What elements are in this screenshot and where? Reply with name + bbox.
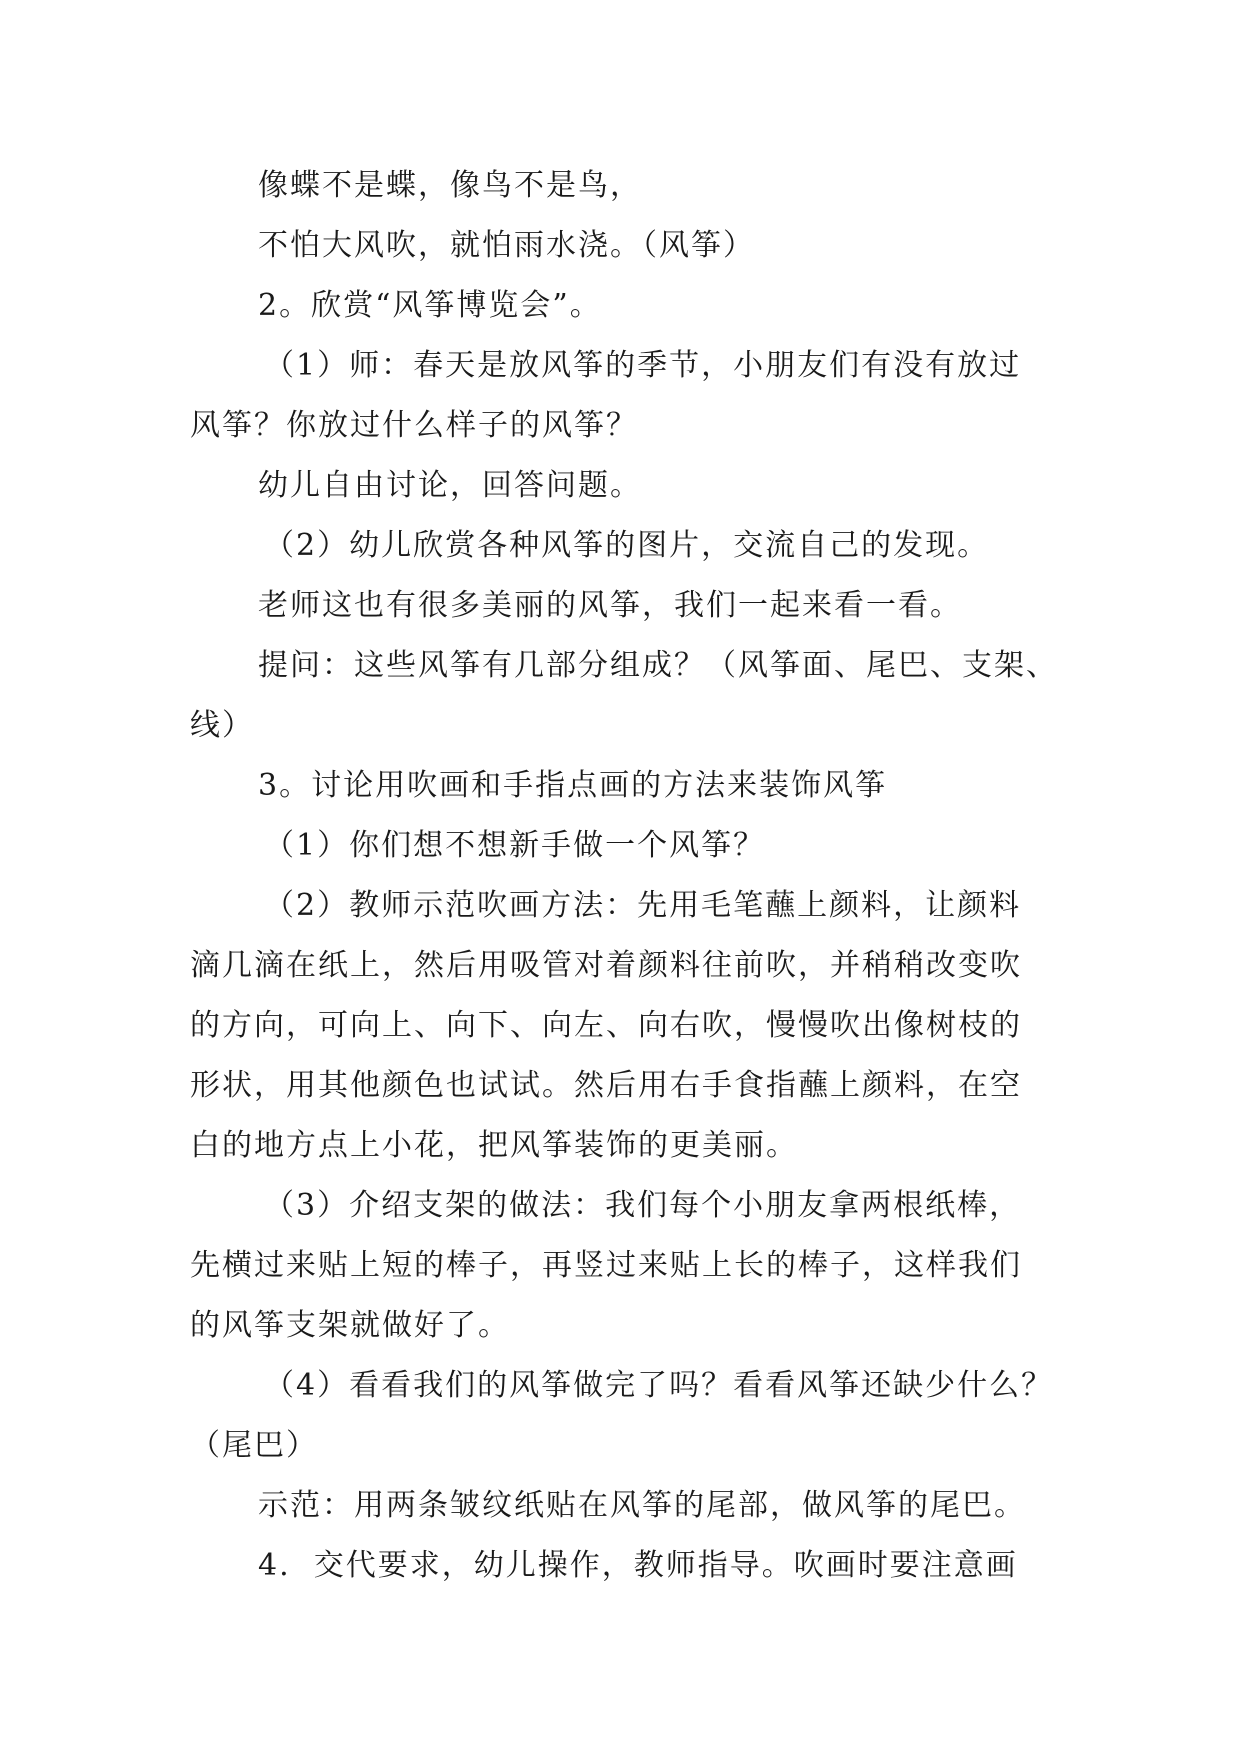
step-3-4-line-1: （4）看看我们的风筝做完了吗？看看风筝还缺少什么？ xyxy=(264,1368,1054,1403)
demo-line: 示范：用两条皱纹纸贴在风筝的尾部，做风筝的尾巴。 xyxy=(258,1488,1026,1523)
step-3-1: （1）你们想不想新手做一个风筝？ xyxy=(264,828,766,863)
question-line-2: 线） xyxy=(190,708,254,743)
section-4-line-1: 4. 交代要求，幼儿操作，教师指导。吹画时要注意画 xyxy=(258,1548,1018,1583)
question-line-1: 提问：这些风筝有几部分组成？（风筝面、尾巴、支架、 xyxy=(258,648,1058,683)
step-3-2-line-3: 的方向，可向上、向下、向左、向右吹，慢慢吹出像树枝的 xyxy=(190,1008,1022,1043)
step-3-2-line-2: 滴几滴在纸上，然后用吸管对着颜料往前吹，并稍稍改变吹 xyxy=(190,948,1022,983)
step-3-2-line-5: 白的地方点上小花，把风筝装饰的更美丽。 xyxy=(190,1128,798,1163)
riddle-line-2: 不怕大风吹，就怕雨水浇。（风筝） xyxy=(258,228,755,263)
step-3-3-line-1: （3）介绍支架的做法：我们每个小朋友拿两根纸棒， xyxy=(264,1188,1022,1223)
step-3-2-line-1: （2）教师示范吹画方法：先用毛笔蘸上颜料，让颜料 xyxy=(264,888,1022,923)
step-2-2: （2）幼儿欣赏各种风筝的图片，交流自己的发现。 xyxy=(264,528,990,563)
step-3-4-line-2: （尾巴） xyxy=(190,1428,318,1463)
document-body xyxy=(190,156,1070,1596)
step-2-1-line-1: （1）师：春天是放风筝的季节，小朋友们有没有放过 xyxy=(264,348,1022,383)
children-discussion: 幼儿自由讨论，回答问题。 xyxy=(258,468,642,503)
step-3-3-line-2: 先横过来贴上短的棒子，再竖过来贴上长的棒子，这样我们 xyxy=(190,1248,1022,1283)
riddle-line-1: 像蝶不是蝶，像鸟不是鸟， xyxy=(258,168,642,203)
step-2-1-line-2: 风筝？你放过什么样子的风筝？ xyxy=(190,408,638,443)
step-3-2-line-4: 形状，用其他颜色也试试。然后用右手食指蘸上颜料，在空 xyxy=(190,1068,1022,1103)
section-2-heading: 2。欣赏“风筝博览会”。 xyxy=(258,288,602,323)
section-3-heading: 3。讨论用吹画和手指点画的方法来装饰风筝 xyxy=(258,768,888,803)
step-3-3-line-3: 的风筝支架就做好了。 xyxy=(190,1308,510,1343)
teacher-kites-line: 老师这也有很多美丽的风筝，我们一起来看一看。 xyxy=(258,588,962,623)
